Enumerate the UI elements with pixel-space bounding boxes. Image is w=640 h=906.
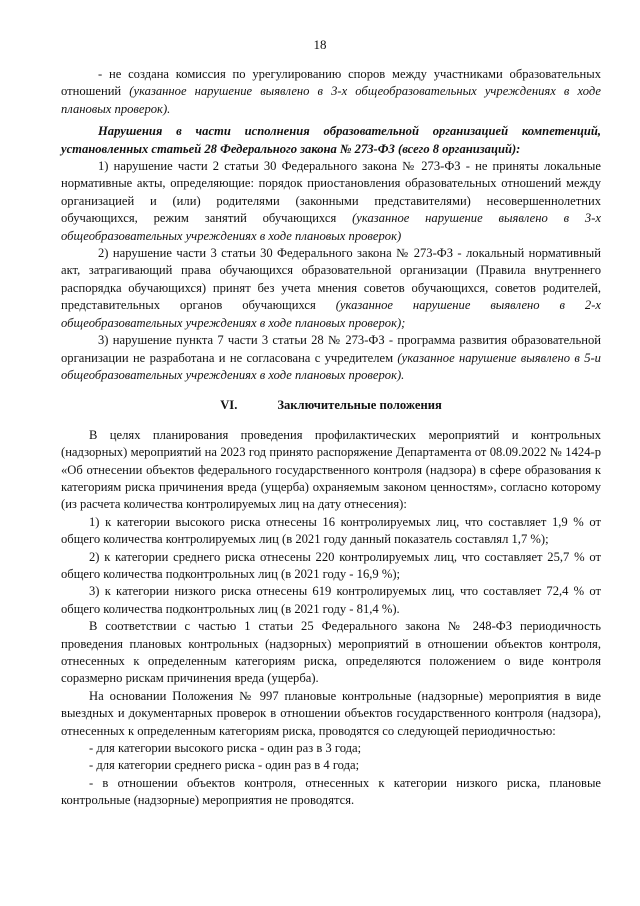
section-number: VI. (220, 398, 238, 413)
frequency-high-item: - для категории высокого риска - один раз в 3 года; (89, 741, 362, 756)
risk-high-paragraph: 1) к категории высокого риска отнесены 16 контролируемых лиц, что составляет 1,9 % от общего количества контролируемых лиц (в 2021 году данный показатель составлял 1,7 %); (61, 514, 601, 547)
top-item-text: - не создана комиссия по урегулированию споров между участниками образовательных отношений (61, 67, 601, 99)
section-heading (61, 397, 601, 414)
page-content (61, 66, 601, 810)
top-item-note: (указанное нарушение выявлено в 3-х общеобразовательных учреждениях в ходе плановых проверок). (61, 84, 601, 116)
frequency-medium-item: - для категории среднего риска - один раз в 4 года; (89, 758, 360, 773)
regulation997-paragraph: На основании Положения № 997 плановые контрольные (надзорные) мероприятия в виде выездных и документарных проверок в отношении объектов государственного контроля (надзора), отнесенных к определенным категориям риска, проводятся со следующей периодичностью: (61, 688, 601, 738)
violation-item-1 (61, 158, 601, 245)
violation-text: 1) нарушение части 2 статьи 30 Федерального закона № 273-ФЗ - не приняты локальные нормативные акты, определяющие: порядок приостановления образовательных отношений между организацией и (или) родителями (законными представителями) несовершеннолетних обучающихся, режим занятий обучающихся (61, 159, 601, 226)
violation-note: (указанное нарушение выявлено в 5-и общеобразовательных учреждениях в ходе плановых проверок). (61, 350, 601, 382)
risk-low-paragraph: 3) к категории низкого риска отнесены 619 контролируемых лиц, что составляет 72,4 % от общего количества подконтрольных лиц (в 2021 году - 81,4 %). (61, 584, 601, 616)
violation-item-2 (61, 245, 601, 332)
violation-note: (указанное нарушение выявлено в 2-х общеобразовательных учреждениях в ходе плановых проверок); (61, 298, 601, 330)
article25-paragraph: В соответствии с частью 1 статьи 25 Федерального закона № 248-ФЗ периодичность проведения плановых контрольных (надзорных) мероприятий в отношении объектов контроля, отнесенных к определенным категориям риска, определяются положением о виде контроля соразмерно рискам причинения вреда (ущерба). (61, 619, 601, 686)
section-title: Заключительные положения (277, 398, 442, 413)
violation-text: 3) нарушение пункта 7 части 3 статьи 28 № 273-ФЗ - программа развития образовательной организации не разработана и не согласована с учредителем (61, 333, 601, 365)
intro-paragraph: В целях планирования проведения профилактических мероприятий и контрольных (надзорных) мероприятий на 2023 год принято распоряжение Департамента от 08.09.2022 № 1424-р «Об отнесении объектов федерального государственного контроля (надзора) в сфере образования к категориям риска причинения вреда (ущерба) охраняемым законом ценностям», согласно которому (из расчета количества контролируемых лиц на дату отнесения): (61, 427, 601, 512)
risk-medium-paragraph: 2) к категории среднего риска отнесены 220 контролируемых лиц, что составляет 25,7 % от общего количества подконтрольных лиц (в 2021 году - 16,9 %); (61, 549, 601, 581)
frequency-low-item: - в отношении объектов контроля, отнесенных к категории низкого риска, плановые контрольные (надзорные) мероприятия не проводятся. (61, 775, 601, 808)
violations-heading: Нарушения в части исполнения образовательной организацией компетенций, установленных статьей 28 Федерального закона № 273-ФЗ (всего 8 организаций): (61, 124, 601, 156)
violation-text: 2) нарушение части 3 статьи 30 Федерального закона № 273-ФЗ - локальный нормативный акт, затрагивающий права обучающихся образовательной организации (Правила внутреннего распорядка обучающихся) принят без учета мнения советов обучающихся, советов родителей, представительных органов обучающихся (61, 246, 601, 313)
violation-item-3 (61, 332, 601, 384)
violation-note: (указанное нарушение выявлено в 3-х общеобразовательных учреждениях в ходе плановых проверок) (61, 211, 601, 243)
top-item (61, 66, 601, 118)
page-number: 18 (313, 37, 327, 52)
